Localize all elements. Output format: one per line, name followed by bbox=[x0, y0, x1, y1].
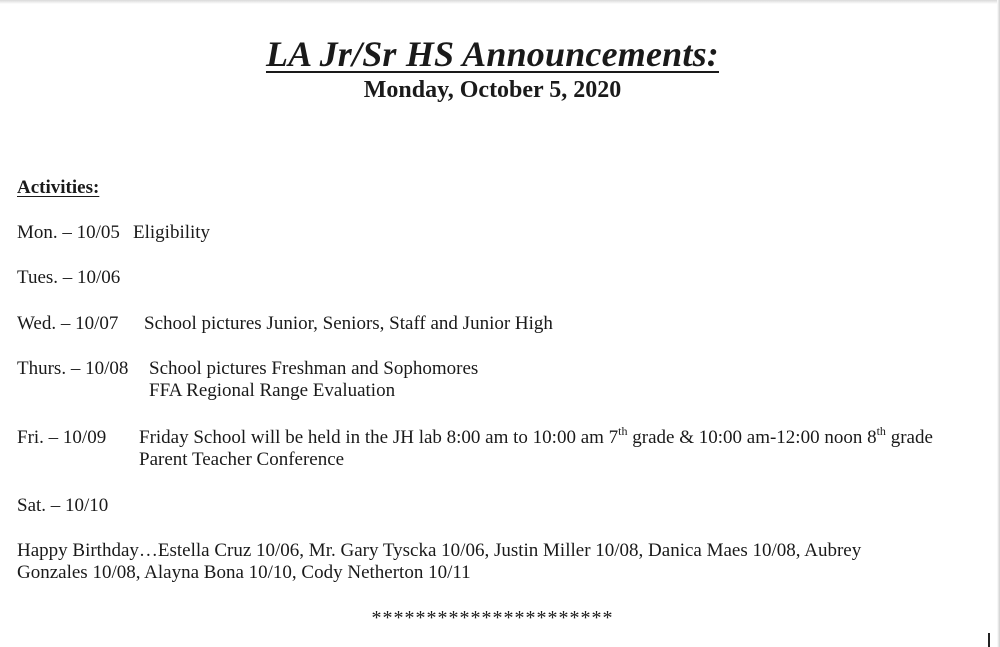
friday-school-text-b: grade & 10:00 am-12:00 noon 8 bbox=[627, 427, 877, 448]
ordinal-suffix: th bbox=[618, 423, 628, 438]
activity-description bbox=[133, 222, 210, 244]
activity-day: Fri. – 10/09 bbox=[17, 427, 107, 448]
page-title: LA Jr/Sr HS Announcements: bbox=[265, 34, 719, 74]
star-divider: ********************** bbox=[371, 607, 614, 629]
activity-day: Tues. – 10/06 bbox=[17, 267, 121, 288]
activity-day: Wed. – 10/07 bbox=[17, 313, 119, 334]
activity-line: FFA Regional Range Evaluation bbox=[149, 380, 396, 401]
friday-school-line bbox=[139, 423, 933, 449]
activity-description bbox=[139, 423, 933, 471]
activity-day: Thurs. – 10/08 bbox=[17, 358, 129, 379]
activity-line: School pictures Freshman and Sophomores bbox=[149, 358, 479, 379]
scan-mark bbox=[988, 633, 990, 647]
scan-edge-top bbox=[0, 0, 1000, 4]
activity-description bbox=[144, 313, 553, 335]
activity-line: School pictures Junior, Seniors, Staff and Junior High bbox=[144, 313, 553, 334]
activity-day: Sat. – 10/10 bbox=[17, 495, 109, 516]
activity-day: Mon. – 10/05 bbox=[17, 222, 120, 243]
ordinal-suffix: th bbox=[876, 423, 886, 438]
activity-description bbox=[149, 358, 478, 402]
birthday-announcement: Happy Birthday…Estella Cruz 10/06, Mr. Gary Tyscka 10/06, Justin Miller 10/08, Danica Maes 10/08, Aubrey Gonzales 10/08, Alayna Bona 10/10, Cody Netherton 10/11 bbox=[17, 540, 862, 583]
activity-line: Eligibility bbox=[133, 222, 211, 243]
activities-heading: Activities: bbox=[17, 177, 100, 198]
activity-line: Parent Teacher Conference bbox=[139, 449, 345, 470]
announcement-date: Monday, October 5, 2020 bbox=[363, 77, 622, 103]
friday-school-text-a: Friday School will be held in the JH lab 8:00 am to 10:00 am 7 bbox=[139, 427, 619, 448]
friday-school-text-c: grade bbox=[885, 427, 933, 448]
